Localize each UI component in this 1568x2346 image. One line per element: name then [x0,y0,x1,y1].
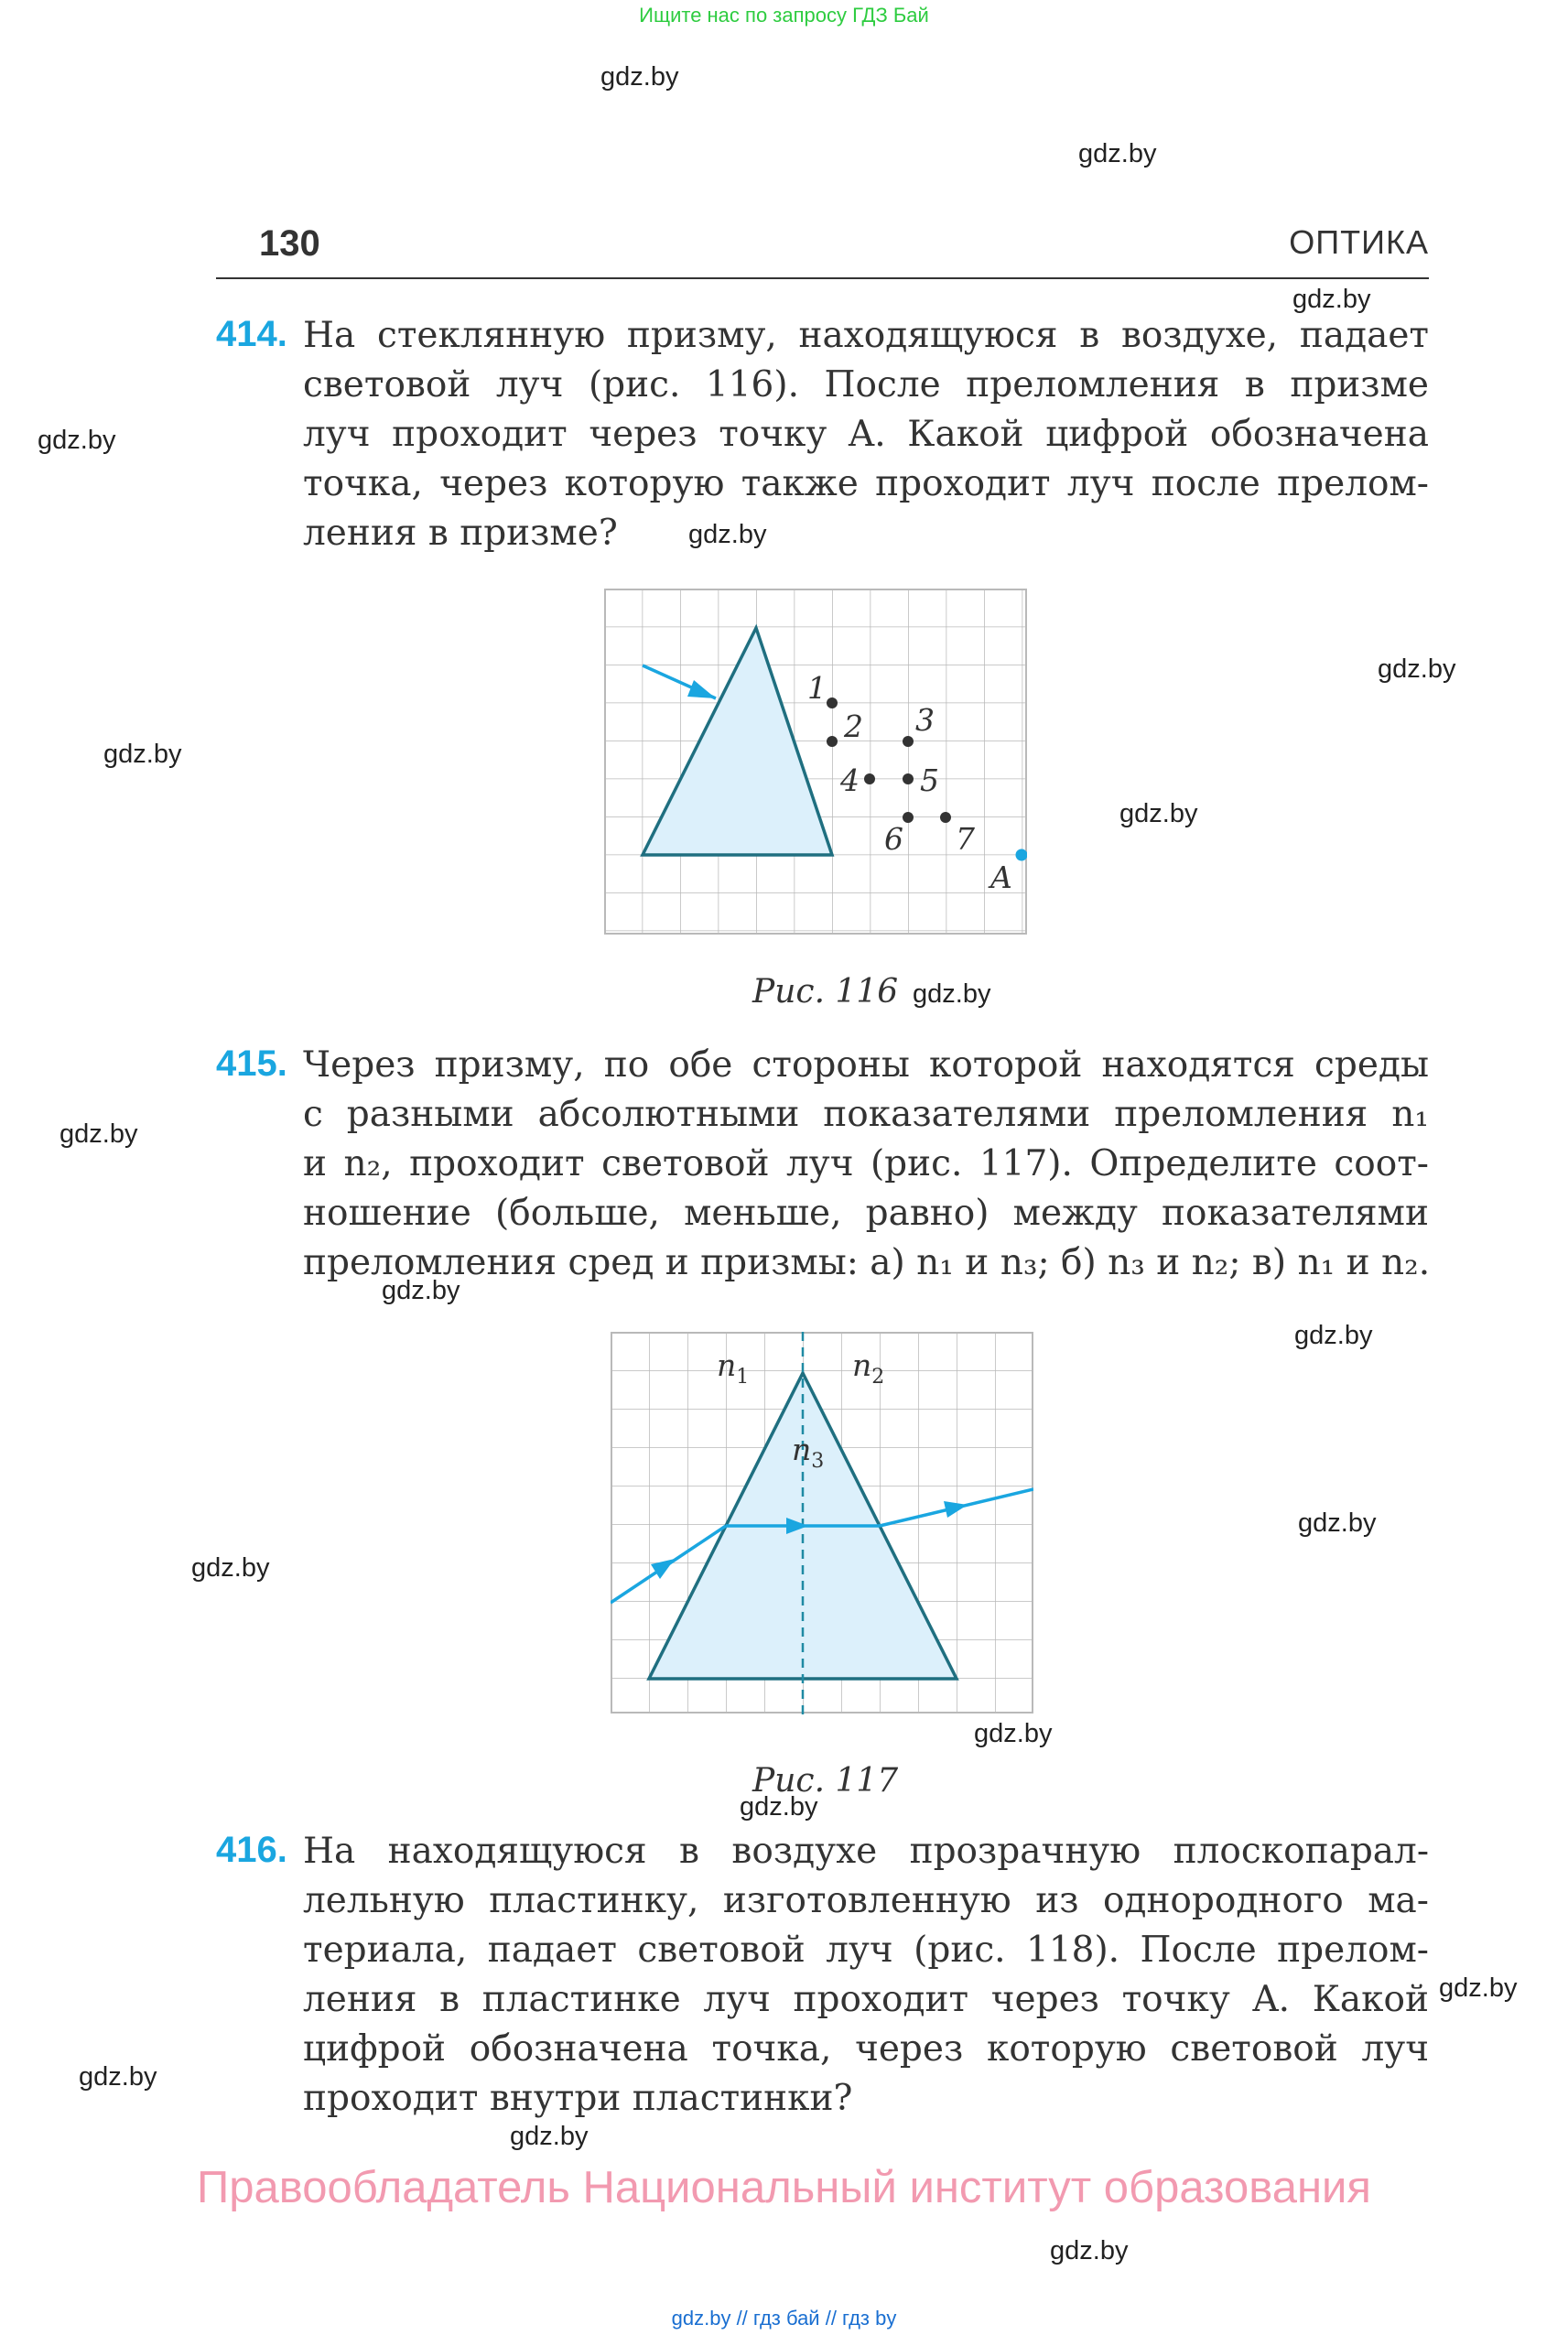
text-line: Через призму, по обе стороны которой находятся среды [303,1044,1429,1086]
watermark: gdz.by [688,520,767,549]
figure-116 [604,589,1027,935]
watermark: gdz.by [1298,1508,1377,1538]
text-line: и n₂, проходит световой луч (рис. 117). Определите соот- [303,1143,1429,1184]
problem-number: 416. [216,1830,287,1870]
text-line: териала, падает световой луч (рис. 118). После прелом- [303,1930,1429,1971]
label-a: A [990,859,1012,895]
watermark: gdz.by [740,1792,818,1822]
top-banner[interactable]: Ищите нас по запросу ГДЗ Бай [639,4,929,27]
point-6 [903,812,914,823]
caption-fig-116: Рис. 116 [752,973,899,1011]
label-2: 2 [844,708,863,744]
text-line: ношение (больше, меньше, равно) между показателями [303,1193,1429,1234]
label-5: 5 [920,762,939,798]
footer-links[interactable]: gdz.by // гдз бай // гдз by [671,2307,897,2330]
watermark: gdz.by [1292,285,1371,314]
problem-415-text [303,1041,1429,1288]
text-line: с разными абсолютными показателями преломления n₁ [303,1094,1429,1135]
label-n1: $n_1$ [717,1347,750,1389]
point-7 [940,812,951,823]
text-line: луч проходит через точку A. Какой цифрой обозначена [303,414,1429,455]
point-4 [864,773,875,784]
watermark: gdz.by [59,1119,138,1149]
text-line: преломления сред и призмы: а) n₁ и n₃; б) n₃ и n₂; в) n₁ и n₂. [303,1242,1431,1283]
section-title: ОПТИКА [1289,223,1429,261]
problem-number: 415. [216,1043,287,1084]
label-3: 3 [915,702,935,738]
watermark: gdz.by [1119,799,1198,828]
text-line: лельную пластинку, изготовленную из однородного ма- [303,1880,1429,1921]
text-line: На стеклянную призму, находящуюся в воздухе, падает [303,315,1429,356]
point-a [1016,849,1028,861]
point-2 [827,736,838,747]
watermark: gdz.by [1078,139,1157,168]
label-n2: $n_2$ [852,1347,885,1389]
watermark: gdz.by [103,740,182,769]
text-line: точка, через которую также проходит луч после прелом- [303,463,1429,504]
label-7: 7 [956,821,975,857]
text-line: проходит внутри пластинки? [303,2078,853,2119]
page-number: 130 [259,223,320,264]
label-4: 4 [840,762,860,798]
watermark: gdz.by [38,426,116,455]
watermark: gdz.by [1439,1973,1518,2003]
copyright-notice: Правообладатель Национальный институт образования [197,2163,1371,2212]
text-line: ления в призме? [303,513,618,554]
problem-416-text [303,1827,1429,2124]
problem-414-text [303,311,1429,558]
watermark: gdz.by [1050,2236,1129,2265]
point-3 [903,736,914,747]
watermark: gdz.by [191,1553,270,1583]
watermark: gdz.by [382,1276,460,1305]
figure-117 [611,1332,1033,1716]
header-rule [216,277,1429,279]
point-5 [903,773,914,784]
label-6: 6 [884,821,903,857]
problem-number: 414. [216,314,287,354]
label-1: 1 [807,670,827,706]
watermark: gdz.by [510,2122,589,2151]
watermark: gdz.by [913,979,991,1009]
watermark: gdz.by [1378,654,1456,684]
label-n3: $n_3$ [792,1432,825,1473]
watermark: gdz.by [79,2062,157,2092]
watermark: gdz.by [1294,1321,1373,1350]
text-line: световой луч (рис. 116). После преломления в призме [303,364,1429,405]
grid [605,589,1026,934]
watermark: gdz.by [974,1719,1053,1748]
caption-fig-117: Рис. 117 [752,1762,899,1800]
text-line: цифрой обозначена точка, через которую световой луч [303,2028,1429,2070]
text-line: На находящуюся в воздухе прозрачную плоскопарал- [303,1831,1429,1872]
text-line: ления в пластинке луч проходит через точку A. Какой [303,1979,1429,2020]
point-1 [827,697,838,708]
watermark: gdz.by [600,62,679,92]
